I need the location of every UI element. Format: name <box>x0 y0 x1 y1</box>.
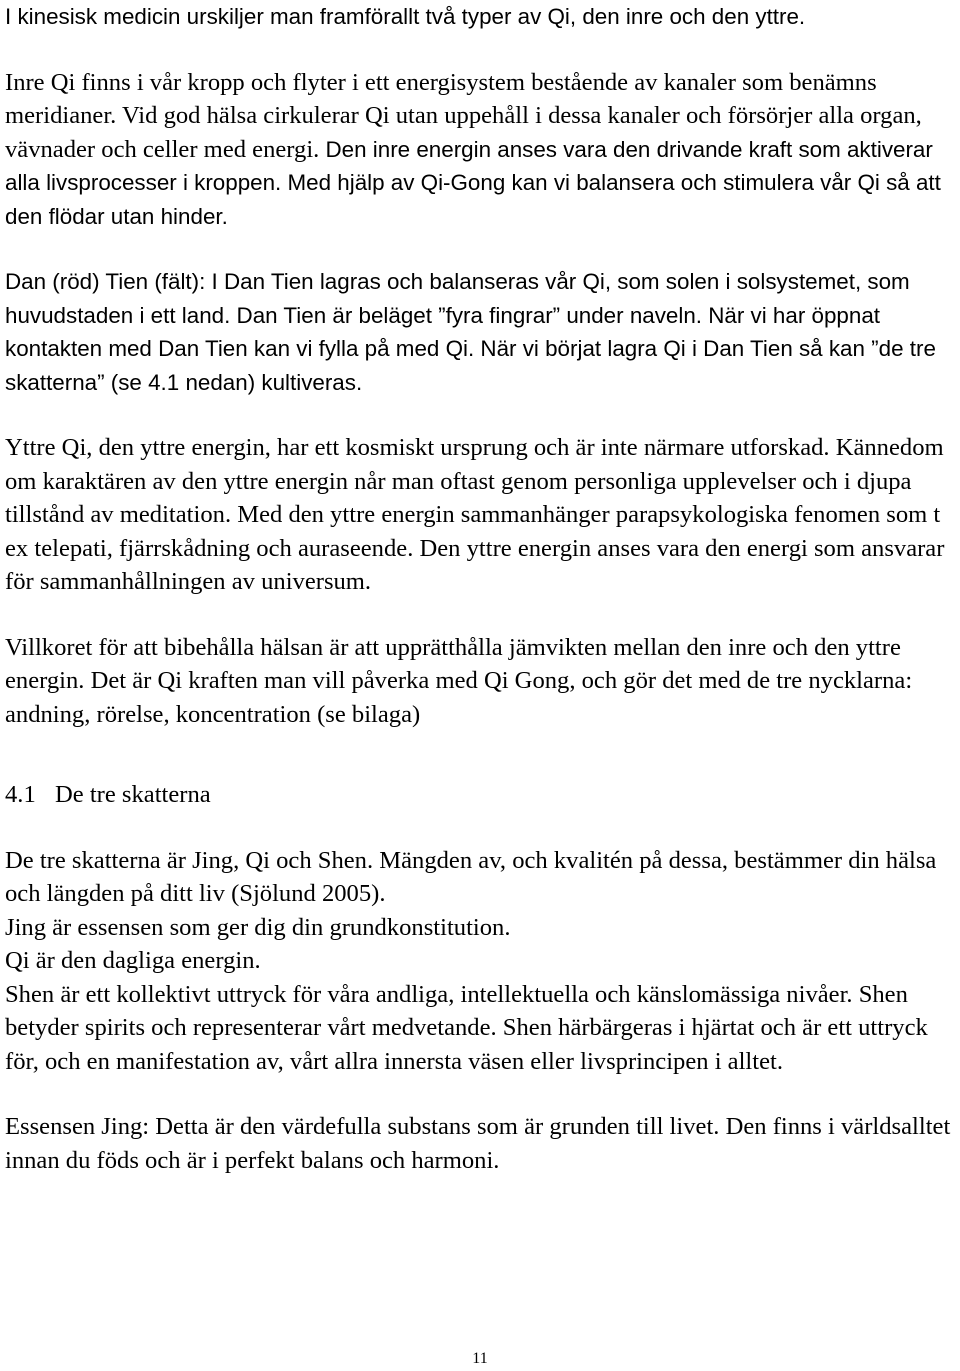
paragraph-inner-qi-text-sans: Den inre energin anses vara den drivande kraft som aktiverar alla livsprocesser i kroppen. Med hjälp av Qi-Gong kan vi balansera och stimulera vår Qi så att den flödar utan hinder. <box>5 136 941 229</box>
three-treasures-line-jing: Jing är essensen som ger dig din grundkonstitution. <box>5 913 511 941</box>
paragraph-dan-tien <box>5 265 955 399</box>
paragraph-essence-jing-text: Essensen Jing: Detta är den värdefulla substans som är grunden till livet. Den finns i världsalltet innan du föds och är i perfekt balans och harmoni. <box>5 1113 951 1174</box>
paragraph-balance-text: Villkoret för att bibehålla hälsan är att upprätthålla jämvikten mellan den inre och den yttre energin. Det är Qi kraften man vill påverka med Qi Gong, och gör det med de tre nycklarna: andning, rörelse, koncentration (se bilaga) <box>5 633 913 728</box>
paragraph-inner-qi <box>5 66 955 234</box>
paragraph-intro <box>5 0 955 34</box>
section-number: 4.1 <box>5 781 36 808</box>
paragraph-dan-tien-text: Dan (röd) Tien (fält): I Dan Tien lagras och balanseras vår Qi, som solen i solsystemet, som huvudstaden i ett land. Dan Tien är beläget ”fyra fingrar” under naveln. När vi har öppnat kontakten med Dan Tien kan vi fylla på med Qi. När vi börjat lagra Qi i Dan Tien så kan ”de tre skatterna” (se 4.1 nedan) kultiveras. <box>5 269 936 395</box>
document-page <box>5 0 955 1209</box>
paragraph-inner-qi-text-serif: Inre Qi finns i vår kropp och flyter i ett energisystem bestående av kanaler som benämns meridianer. Vid god hälsa cirkulerar Qi utan uppehåll i dessa kanaler och försörjer alla organ, vävnader och celler med energi. <box>5 68 922 163</box>
paragraph-intro-text: I kinesisk medicin urskiljer man framförallt två typer av Qi, den inre och den yttre. <box>5 4 806 29</box>
three-treasures-line-shen: Shen är ett kollektivt uttryck för våra andliga, intellektuella och känslomässiga nivåer. Shen betyder spirits och representerar vårt medvetande. Shen härbärgeras i hjärtat och är ett uttryck för, och en manifestation av, vårt allra innersta väsen eller livsprincipen i alltet. <box>5 980 928 1075</box>
paragraph-outer-qi <box>5 431 955 599</box>
page-number: 11 <box>472 1350 488 1367</box>
section-title: De tre skatterna <box>55 781 211 808</box>
section-heading <box>5 778 955 812</box>
paragraph-balance <box>5 631 955 732</box>
paragraph-outer-qi-text: Yttre Qi, den yttre energin, har ett kosmiskt ursprung och är inte närmare utforskad. Kännedom om karaktären av den yttre energin når man oftast genom personliga upplevelser och i djupa tillstånd av meditation. Med den yttre energin sammanhänger parapsykologiska fenomen som t ex telepati, fjärrskådning och auraseende. Den yttre energin anses vara den energi som ansvarar för sammanhållningen av universum. <box>5 434 945 595</box>
three-treasures-line-1: De tre skatterna är Jing, Qi och Shen. Mängden av, och kvalitén på dessa, bestämmer din hälsa och längden på ditt liv (Sjölund 2005). <box>5 846 937 907</box>
paragraph-essence-jing <box>5 1110 955 1177</box>
three-treasures-line-qi: Qi är den dagliga energin. <box>5 947 261 974</box>
paragraph-three-treasures <box>5 844 955 1079</box>
